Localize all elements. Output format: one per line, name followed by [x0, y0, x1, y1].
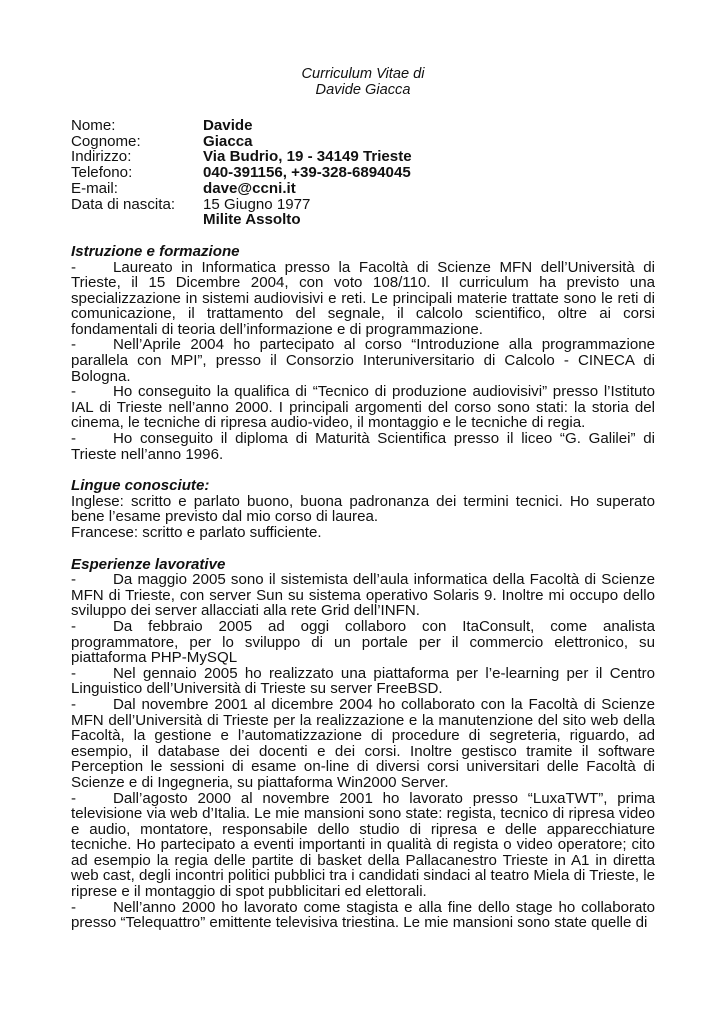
list-item-text: Ho conseguito il diploma di Maturità Scientifica presso il liceo “G. Galilei” di Trieste nell’anno 1996.: [71, 430, 655, 463]
bullet-dash: -: [71, 695, 77, 713]
personal-info-row: [71, 134, 412, 150]
list-item-text: Nel gennaio 2005 ho realizzato una piattaforma per l’e-learning per il Centro Linguistico dell’Università di Trieste su server FreeBSD.: [71, 664, 655, 698]
bullet-dash: -: [71, 789, 77, 807]
bullet-dash: -: [71, 898, 77, 916]
list-item-text: Dall’agosto 2000 al novembre 2001 ho lavorato presso “LuxaTWT”, prima televisione via web d’Italia. Le mie mansioni sono state: regista, tecnico di ripresa video e audio, montatore, responsabile dello studio di ripresa e delle apparecchiature tecniche. Ho partecipato a eventi importanti in qualità di regista o video operatore; cito ad esempio la regia delle partite di basket della Pallacanestro Trieste in A1 in diretta web cast, degli incontri politici pubblici tra i candidati sindaci al teatro Miela di Trieste, le riprese e il montaggio di spot pubblicitari ed elettorali.: [71, 789, 655, 901]
personal-info-value: Milite Assolto: [203, 211, 301, 229]
list-item-text: Dal novembre 2001 al dicembre 2004 ho collaborato con la Facoltà di Scienze MFN dell’Università di Trieste per la realizzazione e la manutenzione del sito web della Facoltà, la gestione e l’automatizzazione di procedure di segreteria, riguardo, ad esempio, il database dei docenti e dei corsi. Inoltre gestisco tramite il software Perception le sessioni di esame on-line di diversi corsi universitari delle Facoltà di Scienze e di Ingegneria, su piattaforma Win2000 Server.: [71, 695, 655, 791]
title-line-1: Curriculum Vitae di: [301, 66, 425, 82]
personal-info-label: Nome:: [71, 117, 116, 134]
istruzione-list: [71, 260, 655, 463]
personal-info-table: [71, 118, 412, 228]
list-item: [71, 431, 655, 462]
personal-info-label: Cognome:: [71, 132, 141, 150]
personal-info-row: [71, 149, 412, 165]
list-item: [71, 260, 655, 338]
personal-info-value: 040-391156, +39-328-6894045: [203, 164, 411, 182]
bullet-dash: -: [71, 430, 77, 448]
personal-info-row: [71, 118, 412, 134]
personal-info-row: [71, 181, 412, 197]
list-item-text: Nell’Aprile 2004 ho partecipato al corso “Introduzione alla programmazione parallela con MPI”, presso il Consorzio Interuniversitario di Calcolo - CINECA di Bologna.: [71, 336, 655, 385]
personal-info-value: dave@ccni.it: [203, 179, 296, 197]
list-item-text: Nell’anno 2000 ho lavorato come stagista e alla fine dello stage ho collaborato presso “Telequattro” emittente televisiva triestina. Le mie mansioni sono state quelle di: [71, 898, 655, 932]
personal-info-label: E-mail:: [71, 179, 118, 197]
list-item: [71, 384, 655, 431]
list-item-text: Ho conseguito la qualifica di “Tecnico di produzione audiovisivi” presso l’Istituto IAL di Trieste nell’anno 2000. I principali argomenti del corso sono stati: la storia del cinema, le tecniche di ripresa audio-video, il montaggio e le tecniche di regia.: [71, 383, 655, 432]
list-item: [71, 697, 655, 791]
bullet-dash: -: [71, 383, 77, 401]
personal-info-row: [71, 197, 412, 213]
bullet-dash: -: [71, 258, 77, 276]
list-item: [71, 900, 655, 931]
section-heading-lingue: Lingue conosciute:: [71, 477, 210, 495]
document-title: [71, 66, 655, 98]
section-heading-istruzione: Istruzione e formazione: [71, 242, 240, 260]
section-heading-esperienze: Esperienze lavorative: [71, 555, 226, 573]
personal-info-label: Data di nascita:: [71, 195, 176, 213]
list-item-text: Da febbraio 2005 ad oggi collaboro con ItaConsult, come analista programmatore, per lo sviluppo di un portale per il commercio elettronico, su piattaforma PHP-MySQL: [71, 617, 655, 667]
language-line: Inglese: scritto e parlato buono, buona padronanza dei termini tecnici. Ho superato bene l’esame previsto dal mio corso di laurea.: [71, 492, 655, 526]
language-line: Francese: scritto e parlato sufficiente.: [71, 524, 322, 542]
personal-info-value: Giacca: [203, 132, 253, 150]
personal-info-label: [71, 212, 203, 228]
bullet-dash: -: [71, 571, 77, 589]
lingue-list: [71, 494, 655, 541]
personal-info-value: Davide: [203, 117, 253, 134]
list-item-text: Da maggio 2005 sono il sistemista dell’aula informatica della Facoltà di Scienze MFN di Trieste, con server Sun su sistema operativo Solaris 9. Inoltre mi occupo dello sviluppo dei server allacciati alla rete Grid dell’INFN.: [71, 571, 655, 620]
esperienze-list: [71, 572, 655, 931]
bullet-dash: -: [71, 336, 77, 354]
list-item-text: Laureato in Informatica presso la Facoltà di Scienze MFN dell’Università di Trieste, il 15 Dicembre 2004, con voto 108/110. Il curriculum ha previsto una specializzazione in sistemi audiovisivi e reti. Le principali materie trattate sono le reti di comunicazione, il trattamento del segnale, il calcolo scientifico, oltre ai corsi fondamentali di teoria dell’informazione e di programmazione.: [71, 258, 655, 338]
personal-info-value: Via Budrio, 19 - 34149 Trieste: [203, 148, 412, 166]
personal-info-row: [71, 165, 412, 181]
personal-info-value: 15 Giugno 1977: [203, 195, 311, 213]
personal-info-label: Telefono:: [71, 164, 133, 182]
list-item: [71, 791, 655, 900]
bullet-dash: -: [71, 617, 77, 635]
cv-page: [71, 66, 655, 931]
personal-info-row: [71, 212, 412, 228]
list-item: [71, 337, 655, 384]
list-item: [71, 666, 655, 697]
bullet-dash: -: [71, 664, 77, 682]
personal-info-label: Indirizzo:: [71, 148, 132, 166]
list-item: [71, 619, 655, 666]
title-line-2: Davide Giacca: [315, 82, 411, 98]
list-item: [71, 572, 655, 619]
